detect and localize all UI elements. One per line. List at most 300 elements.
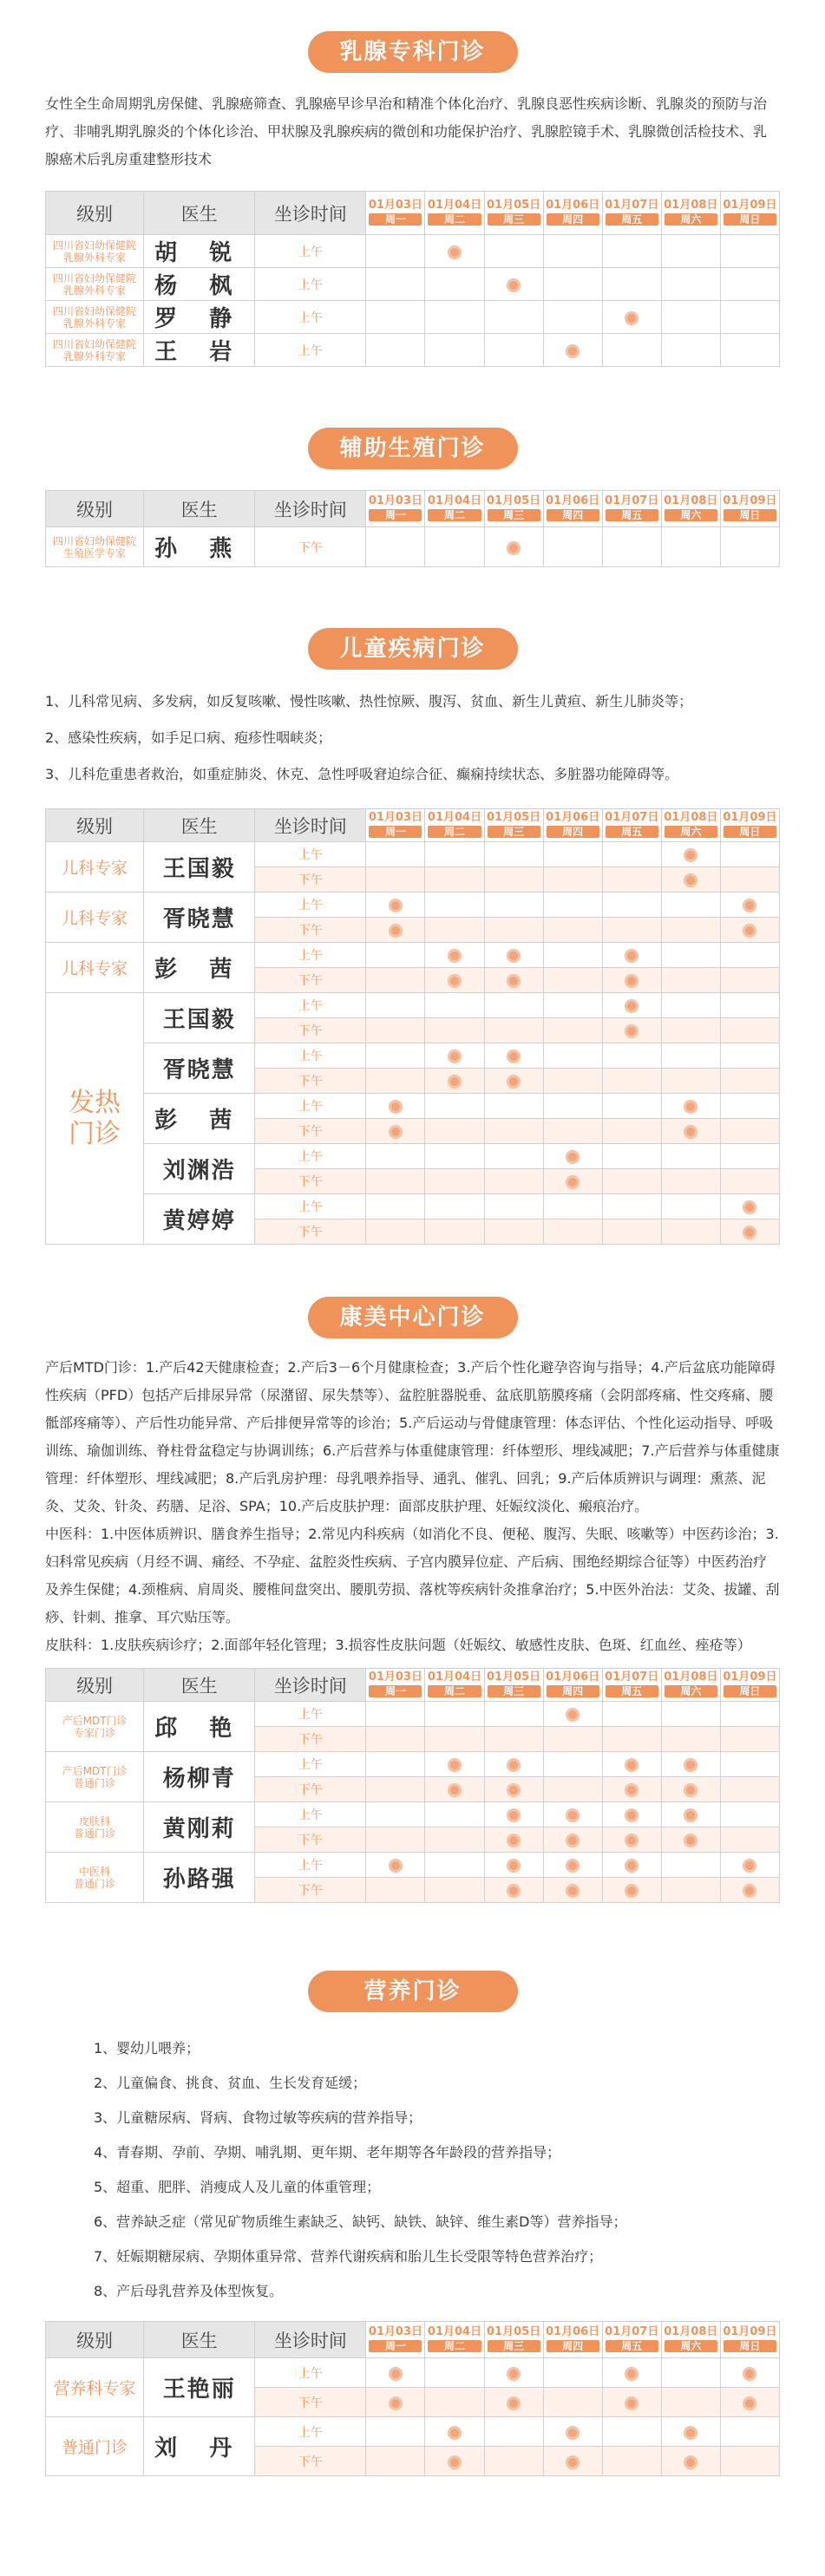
schedule-table xyxy=(45,808,780,1245)
schedule-slot xyxy=(484,1727,543,1752)
schedule-slot xyxy=(661,1853,720,1878)
schedule-slot xyxy=(425,2417,484,2447)
date-label: 01月04日 xyxy=(427,2325,482,2338)
schedule-slot xyxy=(543,1702,602,1727)
weekday-label: 周四 xyxy=(547,213,599,226)
schedule-slot xyxy=(720,1219,779,1245)
weekday-label: 周五 xyxy=(606,1685,658,1697)
doctor-name: 孙路强 xyxy=(144,1853,255,1903)
doctor-name: 王艳丽 xyxy=(144,2358,255,2417)
schedule-slot xyxy=(720,1727,779,1752)
session-time: 下午 xyxy=(255,1169,366,1194)
schedule-slot xyxy=(425,527,484,567)
schedule-slot xyxy=(366,2388,425,2417)
available-dot-icon xyxy=(389,899,403,912)
schedule-slot xyxy=(720,268,779,301)
schedule-slot xyxy=(543,301,602,334)
weekday-label: 周一 xyxy=(369,1685,422,1697)
weekday-label: 周四 xyxy=(547,2340,599,2352)
header-date xyxy=(484,2322,543,2358)
section-description xyxy=(45,687,780,789)
schedule-slot xyxy=(425,993,484,1018)
schedule-slot xyxy=(366,1194,425,1219)
available-dot-icon xyxy=(684,1808,697,1822)
weekday-label: 周四 xyxy=(547,1685,599,1697)
date-label: 01月07日 xyxy=(605,199,659,212)
schedule-slot xyxy=(602,334,661,367)
schedule-slot xyxy=(484,334,543,367)
available-dot-icon xyxy=(684,873,697,887)
date-label: 01月06日 xyxy=(546,199,600,212)
schedule-slot xyxy=(425,867,484,892)
category-cell: 儿科专家 xyxy=(46,943,144,993)
schedule-slot xyxy=(484,1043,543,1069)
category-cell: 四川省妇幼保健院 乳腺外科专家 xyxy=(46,301,144,334)
category-cell: 四川省妇幼保健院 乳腺外科专家 xyxy=(46,334,144,367)
schedule-slot xyxy=(425,1043,484,1069)
header-date xyxy=(720,809,779,842)
schedule-slot xyxy=(661,1802,720,1827)
schedule-slot xyxy=(543,334,602,367)
schedule-slot xyxy=(543,1144,602,1169)
available-dot-icon xyxy=(448,1783,462,1797)
schedule-slot xyxy=(602,1144,661,1169)
schedule-slot xyxy=(720,2358,779,2388)
schedule-slot xyxy=(543,1727,602,1752)
available-dot-icon xyxy=(448,974,462,988)
table-header-row xyxy=(46,2322,780,2358)
header-date xyxy=(543,2322,602,2358)
schedule-slot xyxy=(720,1827,779,1853)
schedule-slot xyxy=(366,1752,425,1777)
schedule-slot xyxy=(602,2388,661,2417)
schedule-slot xyxy=(661,842,720,867)
available-dot-icon xyxy=(743,1859,756,1873)
header-time: 坐诊时间 xyxy=(255,1669,366,1702)
table-row xyxy=(46,1043,780,1069)
schedule-slot xyxy=(661,1119,720,1144)
schedule-slot xyxy=(543,1018,602,1043)
schedule-slot xyxy=(602,1878,661,1903)
header-time: 坐诊时间 xyxy=(255,2322,366,2358)
weekday-label: 周一 xyxy=(369,213,422,226)
schedule-slot xyxy=(425,1727,484,1752)
schedule-slot xyxy=(484,867,543,892)
header-date xyxy=(602,491,661,527)
header-category: 级别 xyxy=(46,491,144,527)
date-label: 01月08日 xyxy=(664,199,718,212)
available-dot-icon xyxy=(566,2455,579,2469)
doctor-name: 杨柳青 xyxy=(144,1752,255,1802)
session-time: 下午 xyxy=(255,1827,366,1853)
schedule-slot xyxy=(543,1802,602,1827)
doctor-name: 杨 枫 xyxy=(144,268,255,301)
category-cell: 营养科专家 xyxy=(46,2358,144,2417)
date-label: 01月03日 xyxy=(368,2325,423,2338)
schedule-slot xyxy=(366,918,425,943)
desc-line: 中医科：1.中医体质辨识、膳食养生指导；2.常见内科疾病（如消化不良、便秘、腹泻、失眠、咳嗽等）中医药诊治；3.妇科常见疾病（月经不调、痛经、不孕症、盆腔炎性疾病、子宫内膜异位症、产后病、围绝经期综合征等）中医药治疗及养生保健；4.颈椎病、肩周炎、腰椎间盘突出、腰肌劳损、落枕等疾病针灸推拿治疗；5.中医外治法：艾灸、拔罐、刮痧、针刺、推拿、耳穴贴压等。 xyxy=(45,1526,780,1625)
schedule-slot xyxy=(366,1119,425,1144)
schedule-slot xyxy=(661,1144,720,1169)
schedule-slot xyxy=(366,1069,425,1094)
schedule-slot xyxy=(543,235,602,268)
category-cell: 四川省妇幼保健院 乳腺外科专家 xyxy=(46,235,144,268)
date-label: 01月05日 xyxy=(487,494,541,507)
date-label: 01月08日 xyxy=(664,2325,718,2338)
header-date xyxy=(720,2322,779,2358)
schedule-table-container xyxy=(45,191,780,367)
weekday-label: 周一 xyxy=(369,509,422,521)
doctor-name: 黄婷婷 xyxy=(144,1194,255,1245)
session-time: 上午 xyxy=(255,1702,366,1727)
schedule-slot xyxy=(425,1777,484,1802)
date-label: 01月09日 xyxy=(723,811,777,824)
schedule-slot xyxy=(602,1194,661,1219)
header-date xyxy=(543,491,602,527)
schedule-slot xyxy=(720,1878,779,1903)
schedule-table xyxy=(45,191,780,367)
schedule-slot xyxy=(366,1094,425,1119)
schedule-slot xyxy=(425,892,484,918)
weekday-label: 周二 xyxy=(428,213,481,226)
table-row xyxy=(46,1194,780,1219)
schedule-slot xyxy=(366,1802,425,1827)
schedule-slot xyxy=(366,1827,425,1853)
schedule-slot xyxy=(661,867,720,892)
schedule-slot xyxy=(543,1827,602,1853)
weekday-label: 周四 xyxy=(547,826,599,838)
desc-line: 1、儿科常见病、多发病，如反复咳嗽、慢性咳嗽、热性惊厥、腹泻、贫血、新生儿黄疸、新生儿肺炎等； xyxy=(45,693,693,709)
schedule-slot xyxy=(484,527,543,567)
schedule-slot xyxy=(602,2358,661,2388)
session-time: 上午 xyxy=(255,2417,366,2447)
session-time: 下午 xyxy=(255,968,366,993)
table-row xyxy=(46,235,780,268)
schedule-slot xyxy=(425,235,484,268)
schedule-slot xyxy=(366,2447,425,2476)
header-date xyxy=(661,2322,720,2358)
schedule-slot xyxy=(425,334,484,367)
date-label: 01月04日 xyxy=(427,1670,482,1684)
session-time: 上午 xyxy=(255,334,366,367)
table-row xyxy=(46,527,780,567)
session-time: 下午 xyxy=(255,1777,366,1802)
schedule-slot xyxy=(661,527,720,567)
weekday-label: 周五 xyxy=(606,509,658,521)
available-dot-icon xyxy=(507,1834,521,1847)
session-time: 上午 xyxy=(255,842,366,867)
date-label: 01月04日 xyxy=(427,494,482,507)
date-label: 01月03日 xyxy=(368,199,423,212)
schedule-slot xyxy=(602,1094,661,1119)
schedule-slot xyxy=(602,1827,661,1853)
session-time: 上午 xyxy=(255,235,366,268)
schedule-slot xyxy=(484,1119,543,1144)
schedule-slot xyxy=(602,301,661,334)
header-date xyxy=(661,1669,720,1702)
schedule-slot xyxy=(602,1752,661,1777)
schedule-slot xyxy=(425,1853,484,1878)
schedule-slot xyxy=(484,1702,543,1727)
schedule-slot xyxy=(484,1219,543,1245)
table-header-row xyxy=(46,192,780,235)
desc-line: 5、超重、肥胖、消瘦成人及儿童的体重管理； xyxy=(94,2179,381,2195)
session-time: 上午 xyxy=(255,943,366,968)
schedule-slot xyxy=(484,1827,543,1853)
schedule-slot xyxy=(661,918,720,943)
schedule-slot xyxy=(543,527,602,567)
available-dot-icon xyxy=(566,1834,579,1847)
schedule-slot xyxy=(484,1853,543,1878)
weekday-label: 周六 xyxy=(665,2340,717,2352)
schedule-slot xyxy=(543,1219,602,1245)
doctor-name: 彭 茜 xyxy=(144,1094,255,1144)
available-dot-icon xyxy=(684,1783,697,1797)
section-pediatrics-clinic xyxy=(45,567,780,1245)
category-cell: 中医科 普通门诊 xyxy=(46,1853,144,1903)
available-dot-icon xyxy=(389,924,403,938)
category-cell: 四川省妇幼保健院 乳腺外科专家 xyxy=(46,268,144,301)
table-row xyxy=(46,1853,780,1878)
schedule-slot xyxy=(484,2388,543,2417)
weekday-label: 周六 xyxy=(665,509,717,521)
schedule-slot xyxy=(484,1169,543,1194)
available-dot-icon xyxy=(625,999,638,1013)
schedule-slot xyxy=(484,1094,543,1119)
schedule-slot xyxy=(543,1094,602,1119)
header-date xyxy=(484,809,543,842)
schedule-slot xyxy=(484,268,543,301)
schedule-slot xyxy=(543,1169,602,1194)
schedule-slot xyxy=(661,2388,720,2417)
session-time: 上午 xyxy=(255,301,366,334)
weekday-label: 周三 xyxy=(488,509,540,521)
desc-line: 4、青春期、孕前、孕期、哺乳期、更年期、老年期等各年龄段的营养指导； xyxy=(94,2144,561,2161)
doctor-name: 罗 静 xyxy=(144,301,255,334)
schedule-slot xyxy=(720,968,779,993)
schedule-slot xyxy=(661,1018,720,1043)
table-row xyxy=(46,1802,780,1827)
weekday-label: 周一 xyxy=(369,2340,422,2352)
available-dot-icon xyxy=(625,311,638,325)
schedule-slot xyxy=(543,918,602,943)
date-label: 01月05日 xyxy=(487,199,541,212)
schedule-slot xyxy=(484,892,543,918)
date-label: 01月04日 xyxy=(427,199,482,212)
schedule-table xyxy=(45,1668,780,1903)
available-dot-icon xyxy=(507,541,521,555)
schedule-slot xyxy=(543,993,602,1018)
schedule-slot xyxy=(602,527,661,567)
available-dot-icon xyxy=(625,1808,638,1822)
header-date xyxy=(366,491,425,527)
session-time: 上午 xyxy=(255,1853,366,1878)
table-row xyxy=(46,1094,780,1119)
desc-line: 产后MTD门诊：1.产后42天健康检查；2.产后3－6个月健康检查；3.产后个性化避孕咨询与指导；4.产后盆底功能障碍性疾病（PFD）包括产后排尿异常（尿潴留、尿失禁等）、盆腔脏器脱垂、盆底肌筋膜疼痛（会阴部疼痛、性交疼痛、腰骶部疼痛等）、产后性功能异常、产后排便异常等的诊治；5.产后运动与骨健康管理：体态评估、个性化运动指导、呼吸训练、瑜伽训练、脊柱骨盆稳定与协调训练；6.产后营养与体重健康管理：纤体塑形、埋线减肥；7.产后营养与体重健康管理：纤体塑形、埋线减肥；8.产后乳房护理：母乳喂养指导、通乳、催乳、回乳；9.产后体质辨识与调理：熏蒸、泥灸、艾灸、针灸、药膳、足浴、SPA；10.产后皮肤护理：面部皮肤护理、妊娠纹淡化、瘢痕治疗。 xyxy=(45,1359,780,1514)
header-date xyxy=(602,192,661,235)
schedule-slot xyxy=(543,867,602,892)
schedule-slot xyxy=(720,1777,779,1802)
available-dot-icon xyxy=(743,924,756,938)
available-dot-icon xyxy=(743,1226,756,1239)
weekday-label: 周五 xyxy=(606,826,658,838)
available-dot-icon xyxy=(448,949,462,963)
available-dot-icon xyxy=(507,974,521,988)
table-row xyxy=(46,993,780,1018)
header-date xyxy=(661,809,720,842)
schedule-slot xyxy=(661,1827,720,1853)
session-time: 上午 xyxy=(255,993,366,1018)
schedule-slot xyxy=(602,1043,661,1069)
schedule-slot xyxy=(661,892,720,918)
schedule-slot xyxy=(366,235,425,268)
available-dot-icon xyxy=(684,2426,697,2440)
weekday-label: 周日 xyxy=(724,826,776,838)
header-date xyxy=(484,1669,543,1702)
table-header-row xyxy=(46,809,780,842)
schedule-slot xyxy=(720,1194,779,1219)
available-dot-icon xyxy=(625,1024,638,1038)
date-label: 01月04日 xyxy=(427,811,482,824)
schedule-slot xyxy=(720,867,779,892)
available-dot-icon xyxy=(389,2396,403,2410)
schedule-slot xyxy=(543,1777,602,1802)
schedule-slot xyxy=(543,968,602,993)
weekday-label: 周二 xyxy=(428,1685,481,1697)
schedule-slot xyxy=(366,1878,425,1903)
schedule-slot xyxy=(720,1853,779,1878)
schedule-slot xyxy=(602,1219,661,1245)
date-label: 01月09日 xyxy=(723,2325,777,2338)
available-dot-icon xyxy=(625,1783,638,1797)
schedule-slot xyxy=(720,2447,779,2476)
header-date xyxy=(366,1669,425,1702)
schedule-slot xyxy=(366,1777,425,1802)
section-reproduction-clinic xyxy=(45,367,780,567)
schedule-slot xyxy=(366,334,425,367)
available-dot-icon xyxy=(507,1049,521,1063)
schedule-slot xyxy=(602,235,661,268)
weekday-label: 周日 xyxy=(724,213,776,226)
session-time: 下午 xyxy=(255,1018,366,1043)
available-dot-icon xyxy=(566,1708,579,1722)
schedule-slot xyxy=(425,1144,484,1169)
section-wellness-center-clinic xyxy=(45,1245,780,1903)
session-time: 下午 xyxy=(255,1069,366,1094)
header-date xyxy=(602,2322,661,2358)
available-dot-icon xyxy=(448,1758,462,1772)
schedule-slot xyxy=(661,301,720,334)
schedule-slot xyxy=(602,268,661,301)
schedule-slot xyxy=(543,2447,602,2476)
schedule-slot xyxy=(661,1069,720,1094)
schedule-slot xyxy=(720,2388,779,2417)
available-dot-icon xyxy=(566,1808,579,1822)
schedule-slot xyxy=(661,1777,720,1802)
schedule-table xyxy=(45,490,780,567)
available-dot-icon xyxy=(625,1859,638,1873)
schedule-slot xyxy=(366,968,425,993)
date-label: 01月06日 xyxy=(546,494,600,507)
doctor-name: 刘 丹 xyxy=(144,2417,255,2476)
schedule-slot xyxy=(484,2417,543,2447)
header-date xyxy=(661,491,720,527)
date-label: 01月09日 xyxy=(723,199,777,212)
schedule-slot xyxy=(720,892,779,918)
section-description xyxy=(45,2031,780,2309)
doctor-name: 胥晓慧 xyxy=(144,892,255,943)
schedule-slot xyxy=(484,1777,543,1802)
session-time: 上午 xyxy=(255,2358,366,2388)
schedule-slot xyxy=(720,235,779,268)
schedule-slot xyxy=(602,943,661,968)
category-cell: 发热 门诊 xyxy=(46,993,144,1245)
schedule-slot xyxy=(661,943,720,968)
date-label: 01月07日 xyxy=(605,1670,659,1684)
schedule-slot xyxy=(720,1169,779,1194)
schedule-slot xyxy=(484,918,543,943)
schedule-slot xyxy=(720,1069,779,1094)
available-dot-icon xyxy=(448,1049,462,1063)
schedule-slot xyxy=(425,918,484,943)
available-dot-icon xyxy=(684,2455,697,2469)
date-label: 01月03日 xyxy=(368,1670,423,1684)
schedule-table xyxy=(45,2321,780,2476)
schedule-slot xyxy=(484,2447,543,2476)
weekday-label: 周日 xyxy=(724,2340,776,2352)
header-date xyxy=(602,809,661,842)
schedule-slot xyxy=(602,2417,661,2447)
schedule-slot xyxy=(720,1802,779,1827)
schedule-slot xyxy=(425,943,484,968)
available-dot-icon xyxy=(684,1100,697,1114)
desc-line: 7、妊娠期糖尿病、孕期体重异常、营养代谢疾病和胎儿生长受限等特色营养治疗； xyxy=(94,2248,603,2265)
schedule-slot xyxy=(661,993,720,1018)
schedule-slot xyxy=(720,1043,779,1069)
schedule-slot xyxy=(425,2388,484,2417)
available-dot-icon xyxy=(448,2455,462,2469)
weekday-label: 周五 xyxy=(606,2340,658,2352)
category-cell: 儿科专家 xyxy=(46,892,144,943)
schedule-slot xyxy=(366,993,425,1018)
session-time: 上午 xyxy=(255,892,366,918)
schedule-slot xyxy=(425,1802,484,1827)
schedule-slot xyxy=(720,1119,779,1144)
schedule-slot xyxy=(484,301,543,334)
schedule-slot xyxy=(720,918,779,943)
weekday-label: 周三 xyxy=(488,2340,540,2352)
header-doctor: 医生 xyxy=(144,809,255,842)
schedule-slot xyxy=(720,1144,779,1169)
schedule-slot xyxy=(366,1043,425,1069)
schedule-slot xyxy=(543,1069,602,1094)
schedule-slot xyxy=(366,892,425,918)
schedule-slot xyxy=(484,1194,543,1219)
available-dot-icon xyxy=(566,2426,579,2440)
schedule-slot xyxy=(484,235,543,268)
doctor-name: 胥晓慧 xyxy=(144,1043,255,1094)
schedule-slot xyxy=(661,1194,720,1219)
available-dot-icon xyxy=(507,949,521,963)
schedule-slot xyxy=(661,1702,720,1727)
session-time: 下午 xyxy=(255,1219,366,1245)
available-dot-icon xyxy=(507,278,521,292)
schedule-slot xyxy=(602,968,661,993)
session-time: 上午 xyxy=(255,1802,366,1827)
available-dot-icon xyxy=(566,344,579,358)
header-date xyxy=(720,192,779,235)
schedule-slot xyxy=(720,993,779,1018)
